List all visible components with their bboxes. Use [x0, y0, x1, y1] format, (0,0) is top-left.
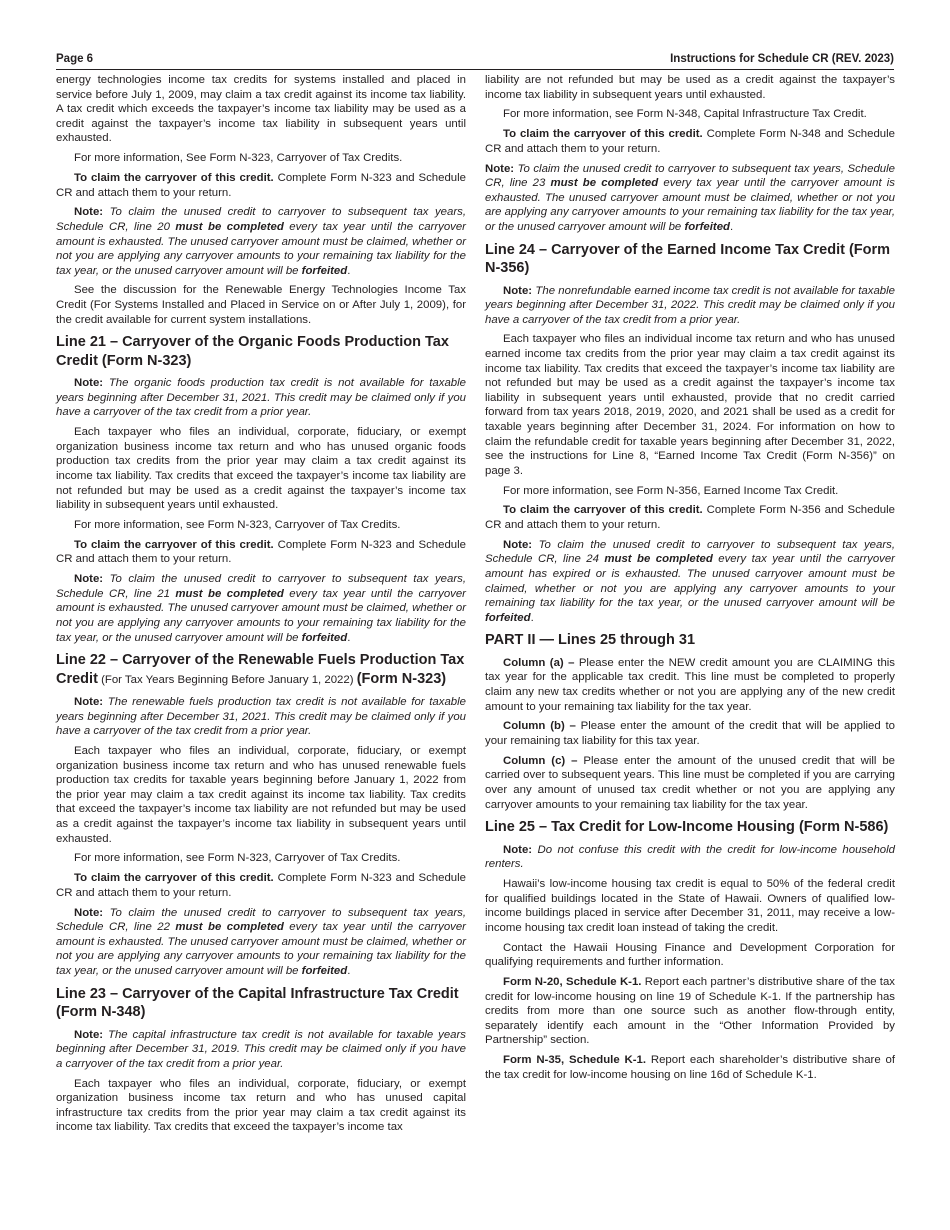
note-paragraph: Note: To claim the unused credit to carryover to subsequent tax years, Schedule CR, line 21 must be completed every tax year until the carryover amount is exhausted. The unused carryover amount must be claimed, whether or not you are applying any carryover amounts to your remaining tax liability for the tax year, or the unused carryover amount will be forfeited. [56, 573, 466, 644]
right-column [485, 73, 895, 1087]
claim-paragraph: To claim the carryover of this credit. Complete Form N-323 and Schedule CR and attach them to your return. [56, 872, 466, 899]
paragraph: For more information, see Form N-323, Carryover of Tax Credits. [74, 518, 401, 531]
note-paragraph: Note: Do not confuse this credit with the credit for low-income household renters. [485, 843, 895, 871]
note-paragraph: Note: The nonrefundable earned income tax credit is not available for taxable years beginning after December 31, 2022. This credit may be claimed only if you have a carryover of the tax credit from a prior year. [485, 284, 895, 326]
paragraph: See the discussion for the Renewable Energy Technologies Income Tax Credit (For Systems Installed and Placed in Service on or After July 1, 2009), for the credit available for current system installations. [56, 284, 466, 326]
section-heading-line-25: Line 25 – Tax Credit for Low-Income Housing (Form N-586) [485, 819, 889, 836]
paragraph: For more information, see Form N-323, Carryover of Tax Credits. [74, 852, 401, 865]
section-heading-line-24: Line 24 – Carryover of the Earned Income Tax Credit (Form N-356) [485, 241, 891, 276]
claim-paragraph: To claim the carryover of this credit. Complete Form N-323 and Schedule CR and attach them to your return. [56, 538, 466, 566]
column-b-paragraph: Column (b) – Please enter the amount of the credit that will be applied to your remaining tax liability for this tax year. [485, 720, 895, 747]
note-paragraph: Note: To claim the unused credit to carryover to subsequent tax years, Schedule CR, line 23 must be completed every tax year until the carryover amount is exhausted. The unused carryover amount must be claimed, whether or not you are applying any carryover amounts to your remaining tax liability for the tax year, or the unused carryover amount will be forfeited. [485, 162, 895, 233]
column-c-paragraph: Column (c) – Please enter the amount of the unused credit that will be carried over to subsequent years. This line must be completed if you are carrying over any amount of unused tax credit whether or not you are applying any carryover amounts to your remaining tax liability for the tax year. [485, 754, 895, 811]
form-n20-paragraph: Form N-20, Schedule K-1. Report each partner’s distributive share of the tax credit for low-income housing on line 19 of Schedule K-1. If the partnership has credits from more than one source such as another flow-through entity, separately identify each amount in the “Other Information Provided by Partnership” section. [485, 975, 895, 1047]
paragraph: For more information, See Form N-323, Carryover of Tax Credits. [74, 152, 403, 165]
note-paragraph: Note: The organic foods production tax credit is not available for taxable years beginning after December 31, 2021. This credit may be claimed only if you have a carryover of the tax credit from a prior year. [56, 377, 466, 419]
left-column [56, 73, 466, 1140]
page-number: Page 6 [56, 53, 94, 65]
paragraph: energy technologies income tax credits for systems installed and placed in service before July 1, 2009, may claim a tax credit against its income tax liability. A tax credit which exceeds the taxpayer’s income tax liability may be used as a credit against the taxpayer’s income tax liability in subsequent years until exhausted. [56, 74, 466, 145]
document-title: Instructions for Schedule CR (REV. 2023) [670, 53, 894, 65]
section-heading-part-2: PART II — Lines 25 through 31 [485, 632, 696, 649]
note-paragraph: Note: The capital infrastructure tax credit is not available for taxable years beginning after December 31, 2019. This credit may be claimed only if you have a carryover of the tax credit from a prior year. [56, 1028, 466, 1070]
claim-paragraph: To claim the carryover of this credit. Complete Form N-323 and Schedule CR and attach them to your return. [56, 171, 466, 199]
paragraph: Each taxpayer who files an individual, corporate, fiduciary, or exempt organization business income tax return and who has unused renewable fuels production tax credits for taxable years beginning before January 1, 2022 from the prior year may claim a tax credit against its income tax liability. Tax credits that exceed the taxpayer’s income tax liability are not refunded but may be used as a credit against the taxpayer’s income tax liability in subsequent years until exhausted. [56, 745, 466, 845]
claim-paragraph: To claim the carryover of this credit. Complete Form N-356 and Schedule CR and attach them to your return. [485, 504, 895, 531]
note-paragraph: Note: To claim the unused credit to carryover to subsequent tax years, Schedule CR, line 22 must be completed every tax year until the carryover amount is exhausted. The unused carryover amount must be claimed, whether or not you are applying any carryover amounts to your remaining tax liability for the tax year, or the unused carryover amount will be forfeited. [56, 906, 466, 977]
note-paragraph: Note: To claim the unused credit to carryover to subsequent tax years, Schedule CR, line 24 must be completed every tax year until the carryover amount has expired or is exhausted. The unused carryover amount must be claimed, whether or not you are applying any carryover amounts to your remaining tax liability for the tax year, or the unused carryover amount will be forfeited. [485, 538, 895, 624]
column-a-paragraph: Column (a) – Please enter the NEW credit amount you are CLAIMING this tax year for the applicable tax credit. This line must be completed to properly claim any new tax credits whether or not you are applying any of the new credit amount to your remaining tax liability for the tax year. [485, 656, 895, 713]
note-paragraph: Note: To claim the unused credit to carryover to subsequent tax years, Schedule CR, line 20 must be completed every tax year until the carryover amount is exhausted. The unused carryover amount must be claimed, whether or not you are applying any carryover amounts to your remaining tax liability for the tax year, or the unused carryover amount will be forfeited. [56, 206, 466, 277]
page-header [56, 53, 894, 70]
paragraph: For more information, see Form N-348, Capital Infrastructure Tax Credit. [503, 108, 867, 121]
section-heading-line-23: Line 23 – Carryover of the Capital Infrastructure Tax Credit (Form N-348) [56, 985, 459, 1021]
paragraph: Each taxpayer who files an individual, corporate, fiduciary, or exempt organization business income tax return and who has unused organic foods production tax credits from the prior year may claim a tax credit against its income tax liability. Tax credits that exceed the taxpayer’s income tax liability are not refunded but may be used as a credit against the taxpayer’s income tax liability in subsequent years until exhausted. [56, 426, 466, 512]
note-paragraph: Note: The renewable fuels production tax credit is not available for taxable years beginning after December 31, 2021. This credit may be claimed only if you have a carryover of the tax credit from a prior year. [56, 696, 466, 738]
section-heading-line-22: Line 22 – Carryover of the Renewable Fuels Production Tax Credit (For Tax Years Beginning Before January 1, 2022) (Form N-323) [56, 652, 465, 687]
paragraph: For more information, see Form N-356, Earned Income Tax Credit. [503, 484, 839, 497]
paragraph: Hawaii’s low-income housing tax credit is equal to 50% of the federal credit for qualified buildings located in the State of Hawaii. Owners of qualified low-income buildings placed in service after December 31, 2011, may receive a low-income housing tax credit loan instead of taking the credit. [485, 878, 895, 934]
claim-paragraph: To claim the carryover of this credit. Complete Form N-348 and Schedule CR and attach them to your return. [485, 128, 895, 155]
paragraph: Each taxpayer who files an individual, corporate, fiduciary, or exempt organization business income tax return and who has unused capital infrastructure tax credits from the prior year may claim a tax credit against its income tax liability. Tax credits that exceed the taxpayer’s income tax [56, 1077, 466, 1134]
paragraph: Contact the Hawaii Housing Finance and Development Corporation for qualifying requirements and further information. [485, 941, 895, 969]
paragraph: liability are not refunded but may be used as a credit against the taxpayer’s income tax liability in subsequent years until exhausted. [485, 74, 895, 101]
section-heading-line-21: Line 21 – Carryover of the Organic Foods Production Tax Credit (Form N-323) [56, 334, 449, 369]
paragraph: Each taxpayer who files an individual income tax return and who has unused earned income tax credits from the prior year may claim a tax credit against its income tax liability. Tax credits that exceed the taxpayer’s income tax liability are not refunded but may be used as a credit against the taxpayer’s income tax liability in subsequent years until exhausted, provide that no credit carried forward from tax years 2018, 2019, 2020, and 2021 shall be used as a credit for taxable years beginning after December 31, 2024. For information on how to claim the refundable credit for taxable years beginning after December 31, 2022, see the instructions for Line 8, “Earned Income Tax Credit (Form N-356)” on page 3. [485, 333, 895, 477]
form-n35-paragraph: Form N-35, Schedule K-1. Report each shareholder’s distributive share of the tax credit for low-income housing on line 16d of Schedule K-1. [485, 1054, 895, 1081]
